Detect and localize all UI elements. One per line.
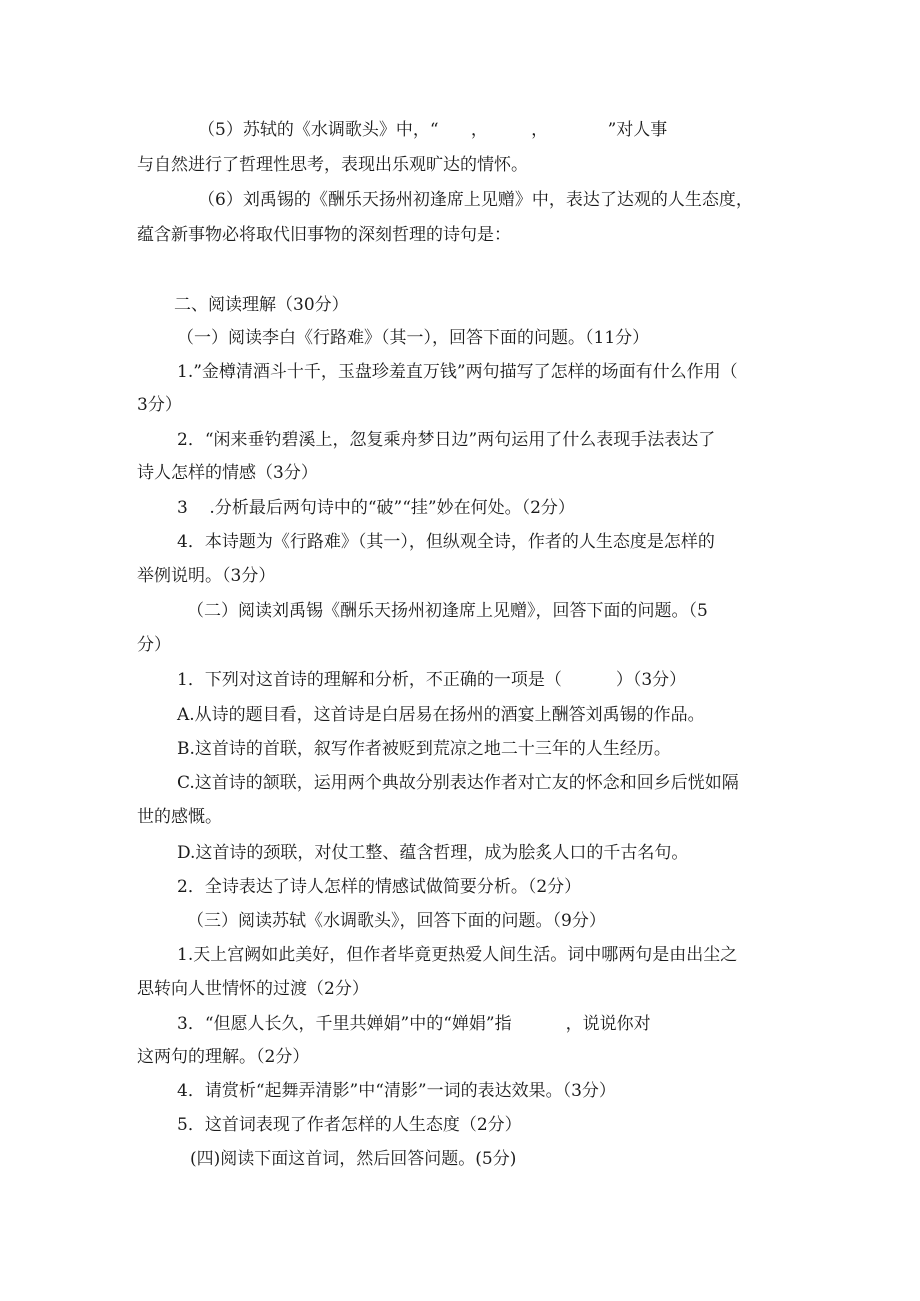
question-text: 4．请赏析“起舞弄清影”中“清影”一词的表达效果。（3分）: [177, 1081, 616, 1101]
fill-in-item-5-continued: 与自然进行了哲理性思考，表现出乐观旷达的情怀。: [137, 155, 528, 175]
option-a: A.从诗的题目看，这首诗是白居易在扬州的酒宴上酬答刘禹锡的作品。: [177, 705, 705, 725]
question-text: 1.天上宫阙如此美好，但作者毕竟更热爱人间生活。词中哪两句是由出尘之: [177, 945, 738, 965]
question-text: 1.”金樽清酒斗十千，玉盘珍羞直万钱”两句描写了怎样的场面有什么作用（: [177, 362, 738, 382]
question-text: 5．这首词表现了作者怎样的人生态度（2分）: [177, 1115, 522, 1135]
question-text-continued: 举例说明。（3分）: [137, 566, 276, 586]
subsection-2-heading-continued: 分）: [137, 635, 171, 655]
section-heading: 二、阅读理解（30分）: [174, 295, 349, 315]
question-text-continued: 3分）: [137, 395, 182, 415]
subsection-3-heading: （三）阅读苏轼《水调歌头》，回答下面的问题。（9分）: [187, 911, 606, 931]
question-text: 2．“闲来垂钓碧溪上，忽复乘舟梦日边”两句运用了什么表现手法表达了: [177, 430, 716, 450]
option-d: D.这首诗的颈联，对仗工整、蕴含哲理，成为脍炙人口的千古名句。: [177, 843, 689, 863]
question-text-continued: 思转向人世情怀的过渡（2分）: [137, 979, 369, 999]
fill-in-item-5: （5）苏轼的《水调歌头》中，“ ， ， ”对人事: [198, 120, 668, 140]
question-text-continued: 诗人怎样的情感（3分）: [137, 463, 318, 483]
question-text: 4．本诗题为《行路难》（其一），但纵观全诗，作者的人生态度是怎样的: [177, 532, 715, 552]
option-b: B.这首诗的首联，叙写作者被贬到荒凉之地二十三年的人生经历。: [177, 739, 671, 759]
question-text: 2．全诗表达了诗人怎样的情感试做简要分析。（2分）: [177, 877, 582, 897]
fill-in-item-6: （6）刘禹锡的《酬乐天扬州初逢席上见赠》中，表达了达观的人生态度，: [198, 190, 753, 210]
option-c: C.这首诗的颔联，运用两个典故分别表达作者对亡友的怀念和回乡后恍如隔: [177, 773, 739, 793]
question-text: 3 .分析最后两句诗中的“破”“挂”妙在何处。（2分）: [177, 498, 575, 518]
question-text: 1．下列对这首诗的理解和分析，不正确的一项是（ ）（3分）: [177, 670, 687, 690]
subsection-4-heading: (四)阅读下面这首词，然后回答问题。(5分): [190, 1149, 517, 1169]
subsection-2-heading: （二）阅读刘禹锡《酬乐天扬州初逢席上见赠》，回答下面的问题。（5: [187, 601, 708, 621]
subsection-1-heading: （一）阅读李白《行路难》（其一），回答下面的问题。（11分）: [177, 328, 650, 348]
question-text-continued: 这两句的理解。（2分）: [137, 1047, 310, 1067]
option-c-continued: 世的感慨。: [137, 807, 222, 827]
fill-in-item-6-continued: 蕴含新事物必将取代旧事物的深刻哲理的诗句是：: [137, 225, 511, 245]
question-text: 3．“但愿人长久，千里共婵娟”中的“婵娟”指 ，说说你对: [177, 1014, 651, 1034]
